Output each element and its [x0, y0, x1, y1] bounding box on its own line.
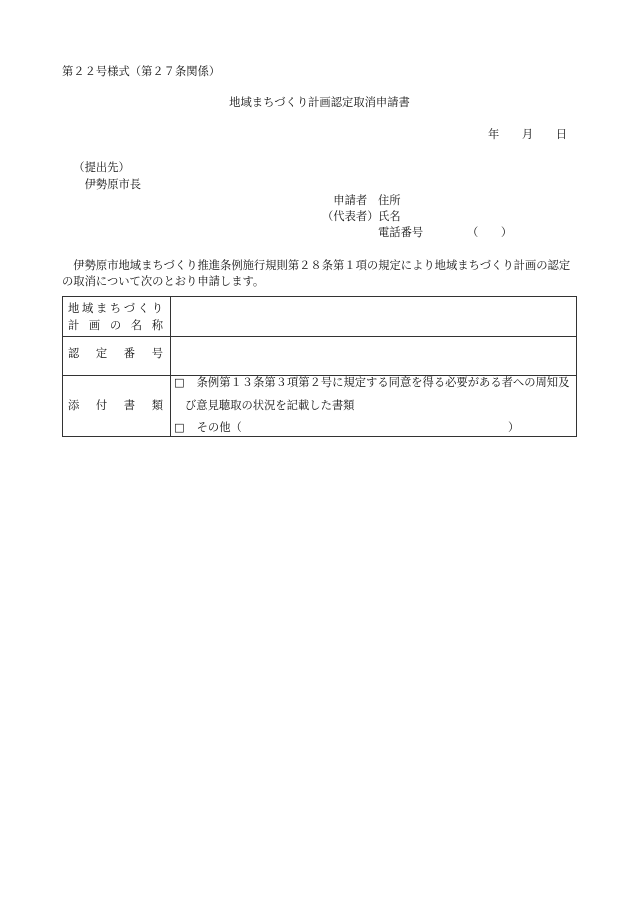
- attachment-item-2-close-paren: ）: [508, 421, 520, 434]
- table-row-cert-number: [63, 337, 576, 376]
- body-text-line-1: 伊勢原市地域まちづくり推進条例施行規則第２８条第１項の規定により地域まちづくり計画の認定: [73, 259, 571, 272]
- application-table: [62, 296, 577, 437]
- attachment-item-1-checkbox[interactable]: □: [174, 376, 185, 389]
- representative-label: （代表者）: [322, 210, 379, 223]
- phone-label: 電話番号: [378, 226, 424, 239]
- attachment-item-1-line-1: 条例第１３条第３項第２号に規定する同意を得る必要がある者への周知及: [196, 376, 570, 389]
- cert-number-label-cell: [63, 337, 171, 375]
- applicant-role: 申請者: [333, 194, 368, 207]
- plan-name-label-line-2: 計画の名称: [68, 319, 163, 332]
- date-line: 年 月 日: [488, 128, 568, 141]
- recipient-name: 伊勢原市長: [84, 178, 142, 191]
- attachment-item-2-label: その他（: [196, 421, 242, 434]
- attachment-item-2-checkbox[interactable]: □: [174, 421, 185, 434]
- plan-name-label-cell: [63, 297, 171, 336]
- phone-parens: （ ）: [467, 226, 513, 239]
- body-text-line-2: の取消について次のとおり申請します。: [62, 275, 265, 288]
- attachment-item-1-line-2: び意見聴取の状況を記載した書類: [185, 399, 355, 412]
- form-number: 第２２号様式（第２７条関係）: [62, 65, 221, 78]
- plan-name-label-line-1: 地域まちづくり: [68, 302, 163, 315]
- table-row-plan-name: [63, 297, 576, 337]
- attachments-label: 添付書類: [68, 399, 163, 412]
- plan-name-value-cell[interactable]: [171, 297, 576, 336]
- cert-number-label: 認定番号: [68, 347, 163, 360]
- table-row-attachments: [63, 376, 576, 436]
- attachments-value-cell: [171, 376, 576, 436]
- attachments-label-cell: [63, 376, 171, 436]
- recipient-label: （提出先）: [73, 161, 130, 174]
- address-label: 住所: [378, 194, 401, 207]
- name-label: 氏名: [378, 210, 401, 223]
- cert-number-value-cell[interactable]: [171, 337, 576, 375]
- document-title: 地域まちづくり計画認定取消申請書: [229, 96, 410, 109]
